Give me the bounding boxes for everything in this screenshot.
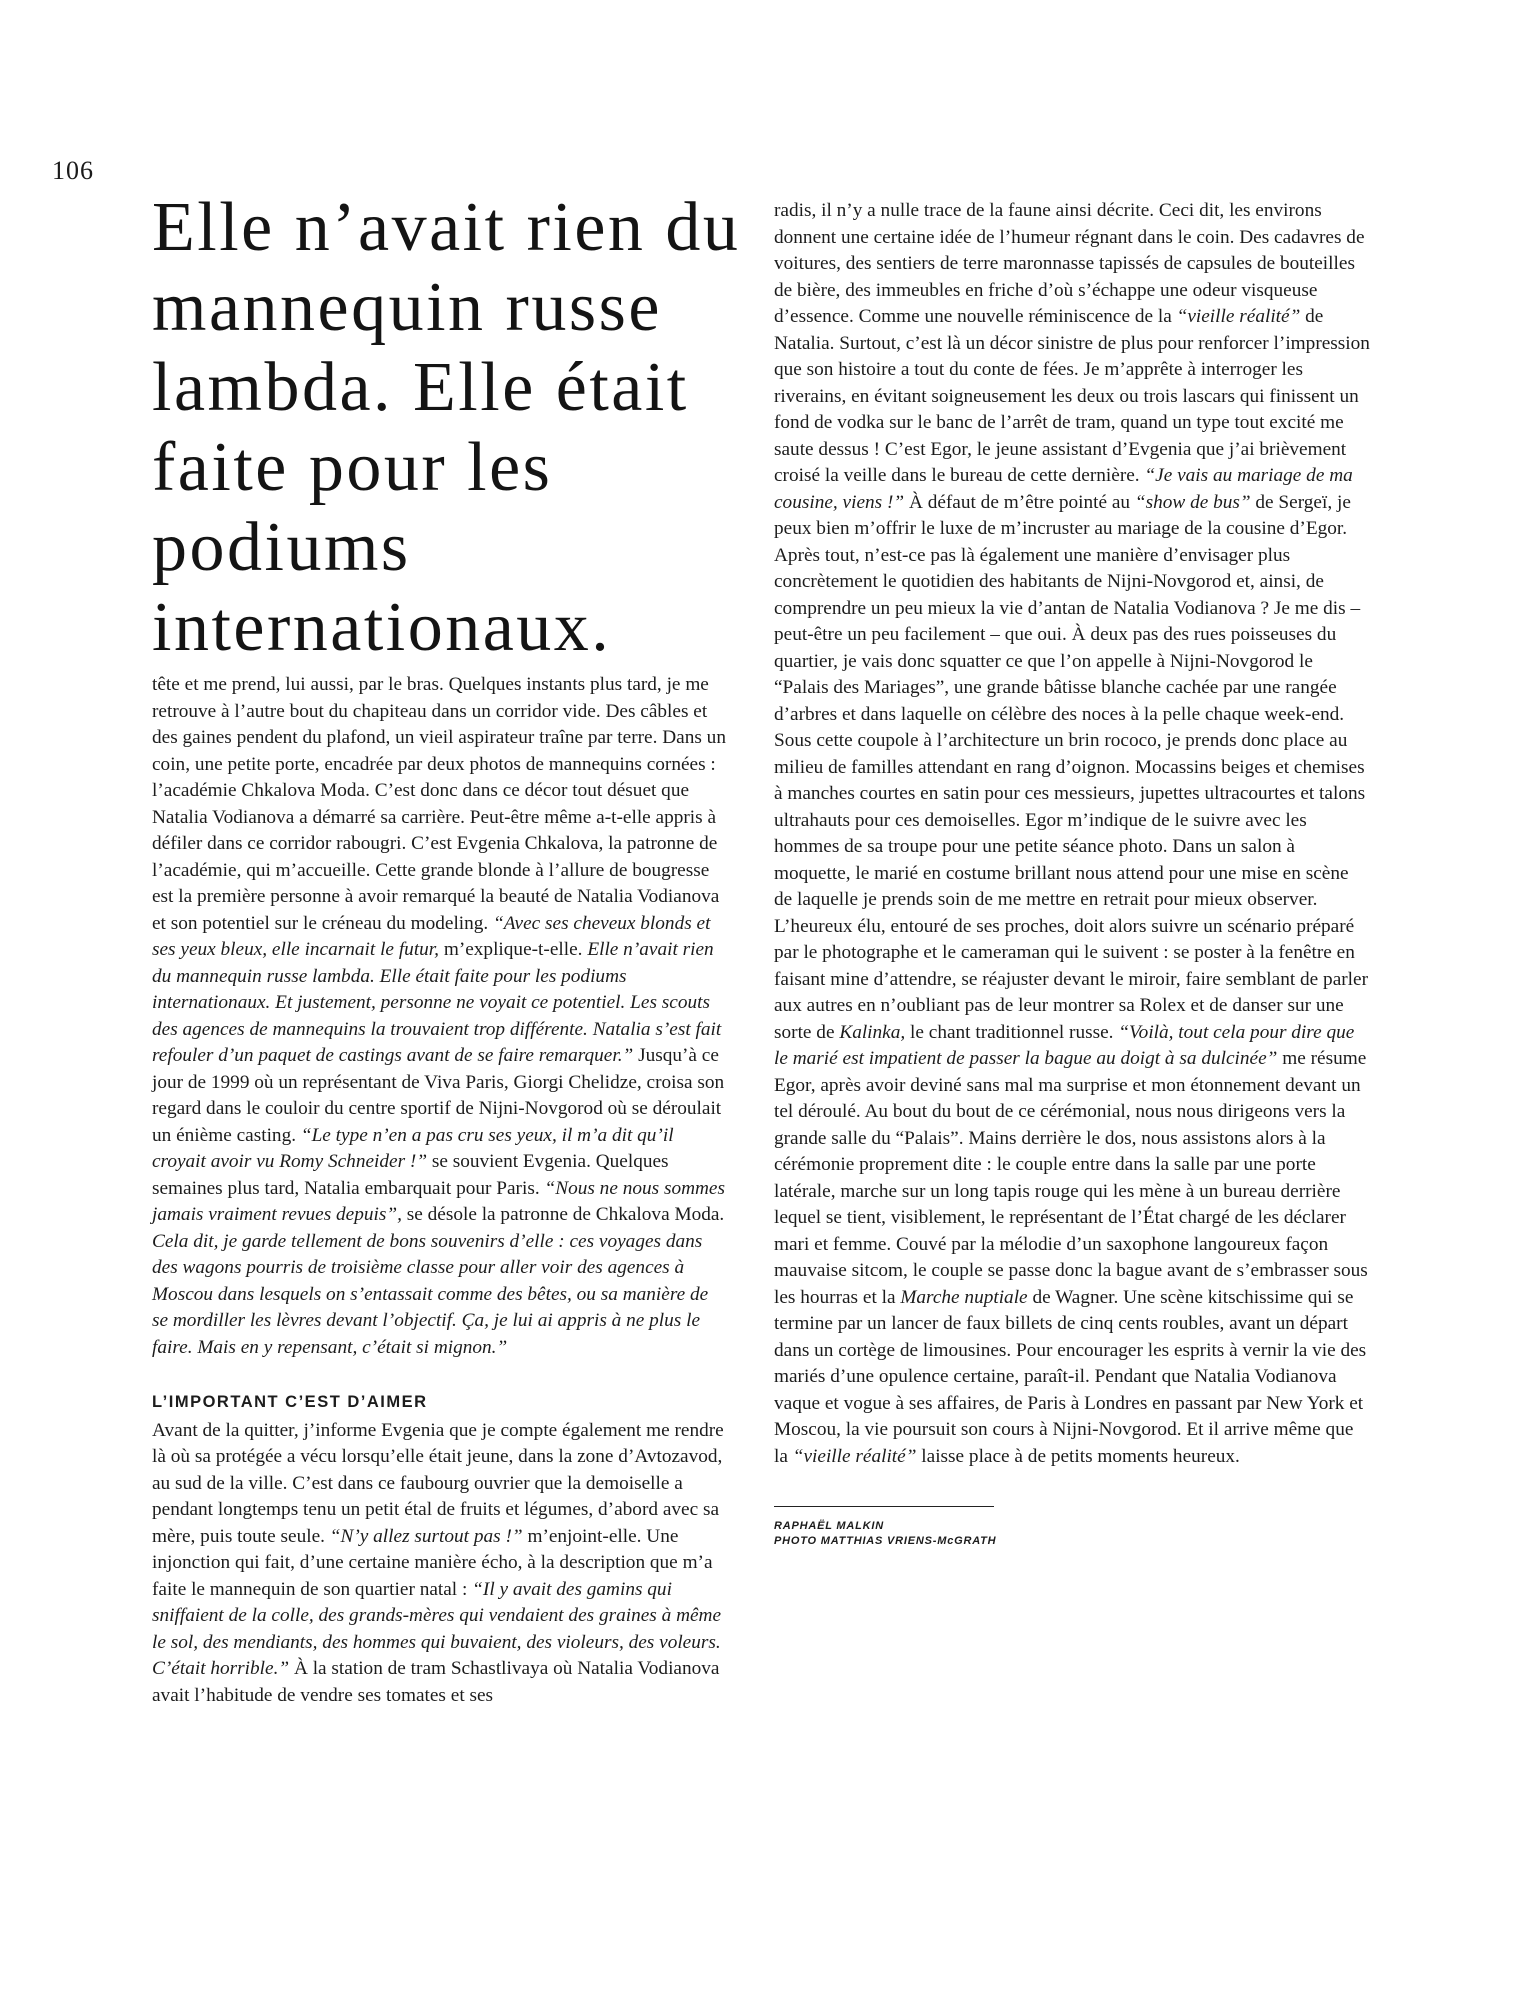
quote-text: “show de bus” [1134, 491, 1251, 513]
quote-text: “vieille réalité” [792, 1445, 917, 1467]
quote-text: Cela dit, je garde tellement de bons souvenirs d’elle : ces voyages dans des wagons pourris de troisième classe pour aller voir des agences à Moscou dans lesquels on s’entassait comme des bêtes, ou sa manière de se mordiller les lèvres devant l’objectif. Ça, je lui ai appris à ne plus le faire. Mais en y repensant, c’était si mignon.” [152, 1230, 709, 1358]
article-paragraph: Avant de la quitter, j’informe Evgenia que je compte également me rendre là où sa protégée a vécu lorsqu’elle était jeune, dans la zone d’Avtozavod, au sud de la ville. C’est dans ce faubourg ouvrier que la demoiselle a pendant longtemps tenu un petit étal de fruits et légumes, d’abord avec sa mère, puis toute seule. “N’y allez surtout pas !” m’enjoint-elle. Une injonction qui fait, d’une certaine manière écho, à la description que m’a faite le mannequin de son quartier natal : “Il y avait des gamins qui sniffaient de la colle, des grands-mères qui vendaient des graines à même le sol, des mendiants, des hommes qui buvaient, des violeurs, des voleurs. C’était horrible.” À la station de tram Schastlivaya où Natalia Vodianova avait l’habitude de vendre ses tomates et ses [152, 1419, 724, 1706]
article-paragraph: radis, il n’y a nulle trace de la faune ainsi décrite. Ceci dit, les environs donnent une certaine idée de l’humeur régnant dans le coin. Des cadavres de voitures, des sentiers de terre maronnasse tapissés de capsules de bouteilles de bière, des immeubles en friche d’où s’échappe une odeur visqueuse d’essence. Comme une nouvelle réminiscence de la “vieille réalité” de Natalia. Surtout, c’est là un décor sinistre de plus pour renforcer l’impression que son histoire a tout du conte de fées. Je m’apprête à interroger les riverains, en évitant soigneusement les deux ou trois lascars qui finissent un fond de vodka sur le banc de l’arrêt de tram, quand un type tout excité me saute dessus ! C’est Egor, le jeune assistant d’Evgenia que j’ai brièvement croisé la veille dans le bureau de cette dernière. “Je vais au mariage de ma cousine, viens !” À défaut de m’être pointé au “show de bus” de Sergeï, je peux bien m’offrir le luxe de m’incruster au mariage de la cousine d’Egor. Après tout, n’est-ce pas là également une manière d’envisager plus concrètement le quotidien des habitants de Nijni-Novgorod et, ainsi, de comprendre un peu mieux la vie d’antan de Natalia Vodianova ? Je me dis – peut-être un peu facilement – que oui. À deux pas des rues poisseuses du quartier, je vais donc squatter ce que l’on appelle à Nijni-Novgorod le “Palais des Mariages”, une grande bâtisse blanche cachée par une rangée d’arbres et dans laquelle on célèbre des noces à la pelle chaque week-end. Sous cette coupole à l’architecture un brin rococo, je prends donc place au milieu de familles attendant en rang d’oignon. Mocassins beiges et chemises à manches courtes en satin pour ces messieurs, jupettes ultracourtes et talons ultrahauts pour ces demoiselles. Egor m’indique de le suivre avec les hommes de sa troupe pour une petite séance photo. Dans un salon à moquette, le marié en costume brillant nous attend pour une mise en scène de laquelle je prends soin de me mettre en retrait pour mieux observer. L’heureux élu, entouré de ses proches, doit alors suivre un scénario préparé par le photographe et le cameraman qui le suivent : se poster à la fenêtre en faisant mine d’attendre, se réajuster devant le miroir, faire semblant de parler aux autres en n’oubliant pas de leur montrer sa Rolex et de danser sur une sorte de Kalinka, le chant traditionnel russe. “Voilà, tout cela pour dire que le marié est impatient de passer la bague au doigt à sa dulcinée” me résume Egor, après avoir deviné sans mal ma surprise et mon étonnement devant un tel déroulé. Au bout du bout de ce cérémonial, nous nous dirigeons vers la grande salle du “Palais”. Mains derrière le dos, nous assistons alors à la cérémonie proprement dite : le couple entre dans la salle par une porte latérale, marche sur un long tapis rouge qui les mène à un bureau derrière lequel se tient, visiblement, le représentant de l’État chargé de les déclarer mari et femme. Couvé par la mélodie d’un saxophone langoureux façon mauvaise sitcom, le couple se passe donc la bague avant de s’embrasser sous les hourras et la Marche nuptiale de Wagner. Une scène kitschissime qui se termine par un lancer de faux billets de cinq cents roubles, avant un départ dans un cortège de limousines. Pour encourager les esprits à vernir la vie des mariés d’une opulence certaine, paraît-il. Pendant que Natalia Vodianova vaque et vogue à ses affaires, de Paris à Londres en passant par New York et Moscou, la vie poursuit son cours à Nijni-Novgorod. Et il arrive même que la “vieille réalité” laisse place à de petits moments heureux. [774, 200, 1370, 1467]
pull-quote-headline: Elle n’avait rien du mannequin russe lambda. Elle était faite pour les podiums internationaux. [152, 189, 741, 666]
credit-divider [774, 1506, 994, 1507]
quote-text: “Il y avait des gamins qui sniffaient de la colle, des grands-mères qui vendaient des graines à même le sol, des mendiants, des hommes qui buvaient, des violeurs, des voleurs. C’était horrible.” [152, 1578, 722, 1679]
quote-text: Elle n’avait rien du mannequin russe lambda. Elle était faite pour les podiums internationaux. Et justement, personne ne voyait ce potentiel. Les scouts des agences de mannequins la trouvaient trop différente. Natalia s’est fait refouler d’un paquet de castings avant de se faire remarquer.” [152, 939, 722, 1066]
quote-text: “vieille réalité” [1176, 306, 1301, 327]
article-column-right [774, 198, 1370, 1549]
quote-text: Marche nuptiale [900, 1286, 1028, 1308]
quote-text: “Voilà, tout cela pour dire que le marié est impatient de passer la bague au doigt à sa dulcinée” [774, 1021, 1355, 1069]
section-subheading: L’IMPORTANT C’EST D’AIMER [152, 1393, 428, 1411]
quote-text: “Je vais au mariage de ma cousine, viens !” [774, 465, 1353, 513]
quote-text: Kalinka, [839, 1021, 906, 1043]
quote-text: “Avec ses cheveux blonds et ses yeux bleux, elle incarnait le futur, [152, 912, 711, 960]
article-paragraph: tête et me prend, lui aussi, par le bras. Quelques instants plus tard, je me retrouve à l’autre bout du chapiteau dans un corridor vide. Des câbles et des gaines pendent du plafond, un vieil aspirateur traîne par terre. Dans un coin, une petite porte, encadrée par deux photos de mannequins cornées : l’académie Chkalova Moda. C’est donc dans ce décor tout désuet que Natalia Vodianova a démarré sa carrière. Peut-être même a-t-elle appris à défiler dans ce corridor rabougri. C’est Evgenia Chkalova, la patronne de l’académie, qui m’accueille. Cette grande blonde à l’allure de bougresse est la première personne à avoir remarqué la beauté de Natalia Vodianova et son potentiel sur le créneau du modeling. “Avec ses cheveux blonds et ses yeux bleux, elle incarnait le futur, m’explique-t-elle. Elle n’avait rien du mannequin russe lambda. Elle était faite pour les podiums internationaux. Et justement, personne ne voyait ce potentiel. Les scouts des agences de mannequins la trouvaient trop différente. Natalia s’est fait refouler d’un paquet de castings avant de se faire remarquer.” Jusqu’à ce jour de 1999 où un représentant de Viva Paris, Giorgi Chelidze, croisa son regard dans le couloir du centre sportif de Nijni-Novgorod où se déroulait un énième casting. “Le type n’en a pas cru ses yeux, il m’a dit qu’il croyait avoir vu Romy Schneider !” se souvient Evgenia. Quelques semaines plus tard, Natalia embarquait pour Paris. “Nous ne nous sommes jamais vraiment revues depuis”, se désole la patronne de Chkalova Moda. Cela dit, je garde tellement de bons souvenirs d’elle : ces voyages dans des wagons pourris de troisième classe pour aller voir des agences à Moscou dans lesquels on s’entassait comme des bêtes, ou sa manière de se mordiller les lèvres devant l’objectif. Ça, je lui ai appris à ne plus le faire. Mais en y repensant, c’était si mignon.” [152, 674, 726, 1358]
page-number: 106 [52, 156, 94, 185]
quote-text: “N’y allez surtout pas !” [329, 1525, 523, 1547]
quote-text: “Nous ne nous sommes jamais vraiment revues depuis”, [152, 1177, 725, 1225]
photo-credit: PHOTO MATTHIAS VRIENS-McGRATH [774, 1535, 997, 1547]
quote-text: “Le type n’en a pas cru ses yeux, il m’a dit qu’il croyait avoir vu Romy Schneider !” [152, 1124, 674, 1172]
author-credit: RAPHAËL MALKIN [774, 1520, 884, 1532]
article-column-left [152, 672, 728, 1709]
